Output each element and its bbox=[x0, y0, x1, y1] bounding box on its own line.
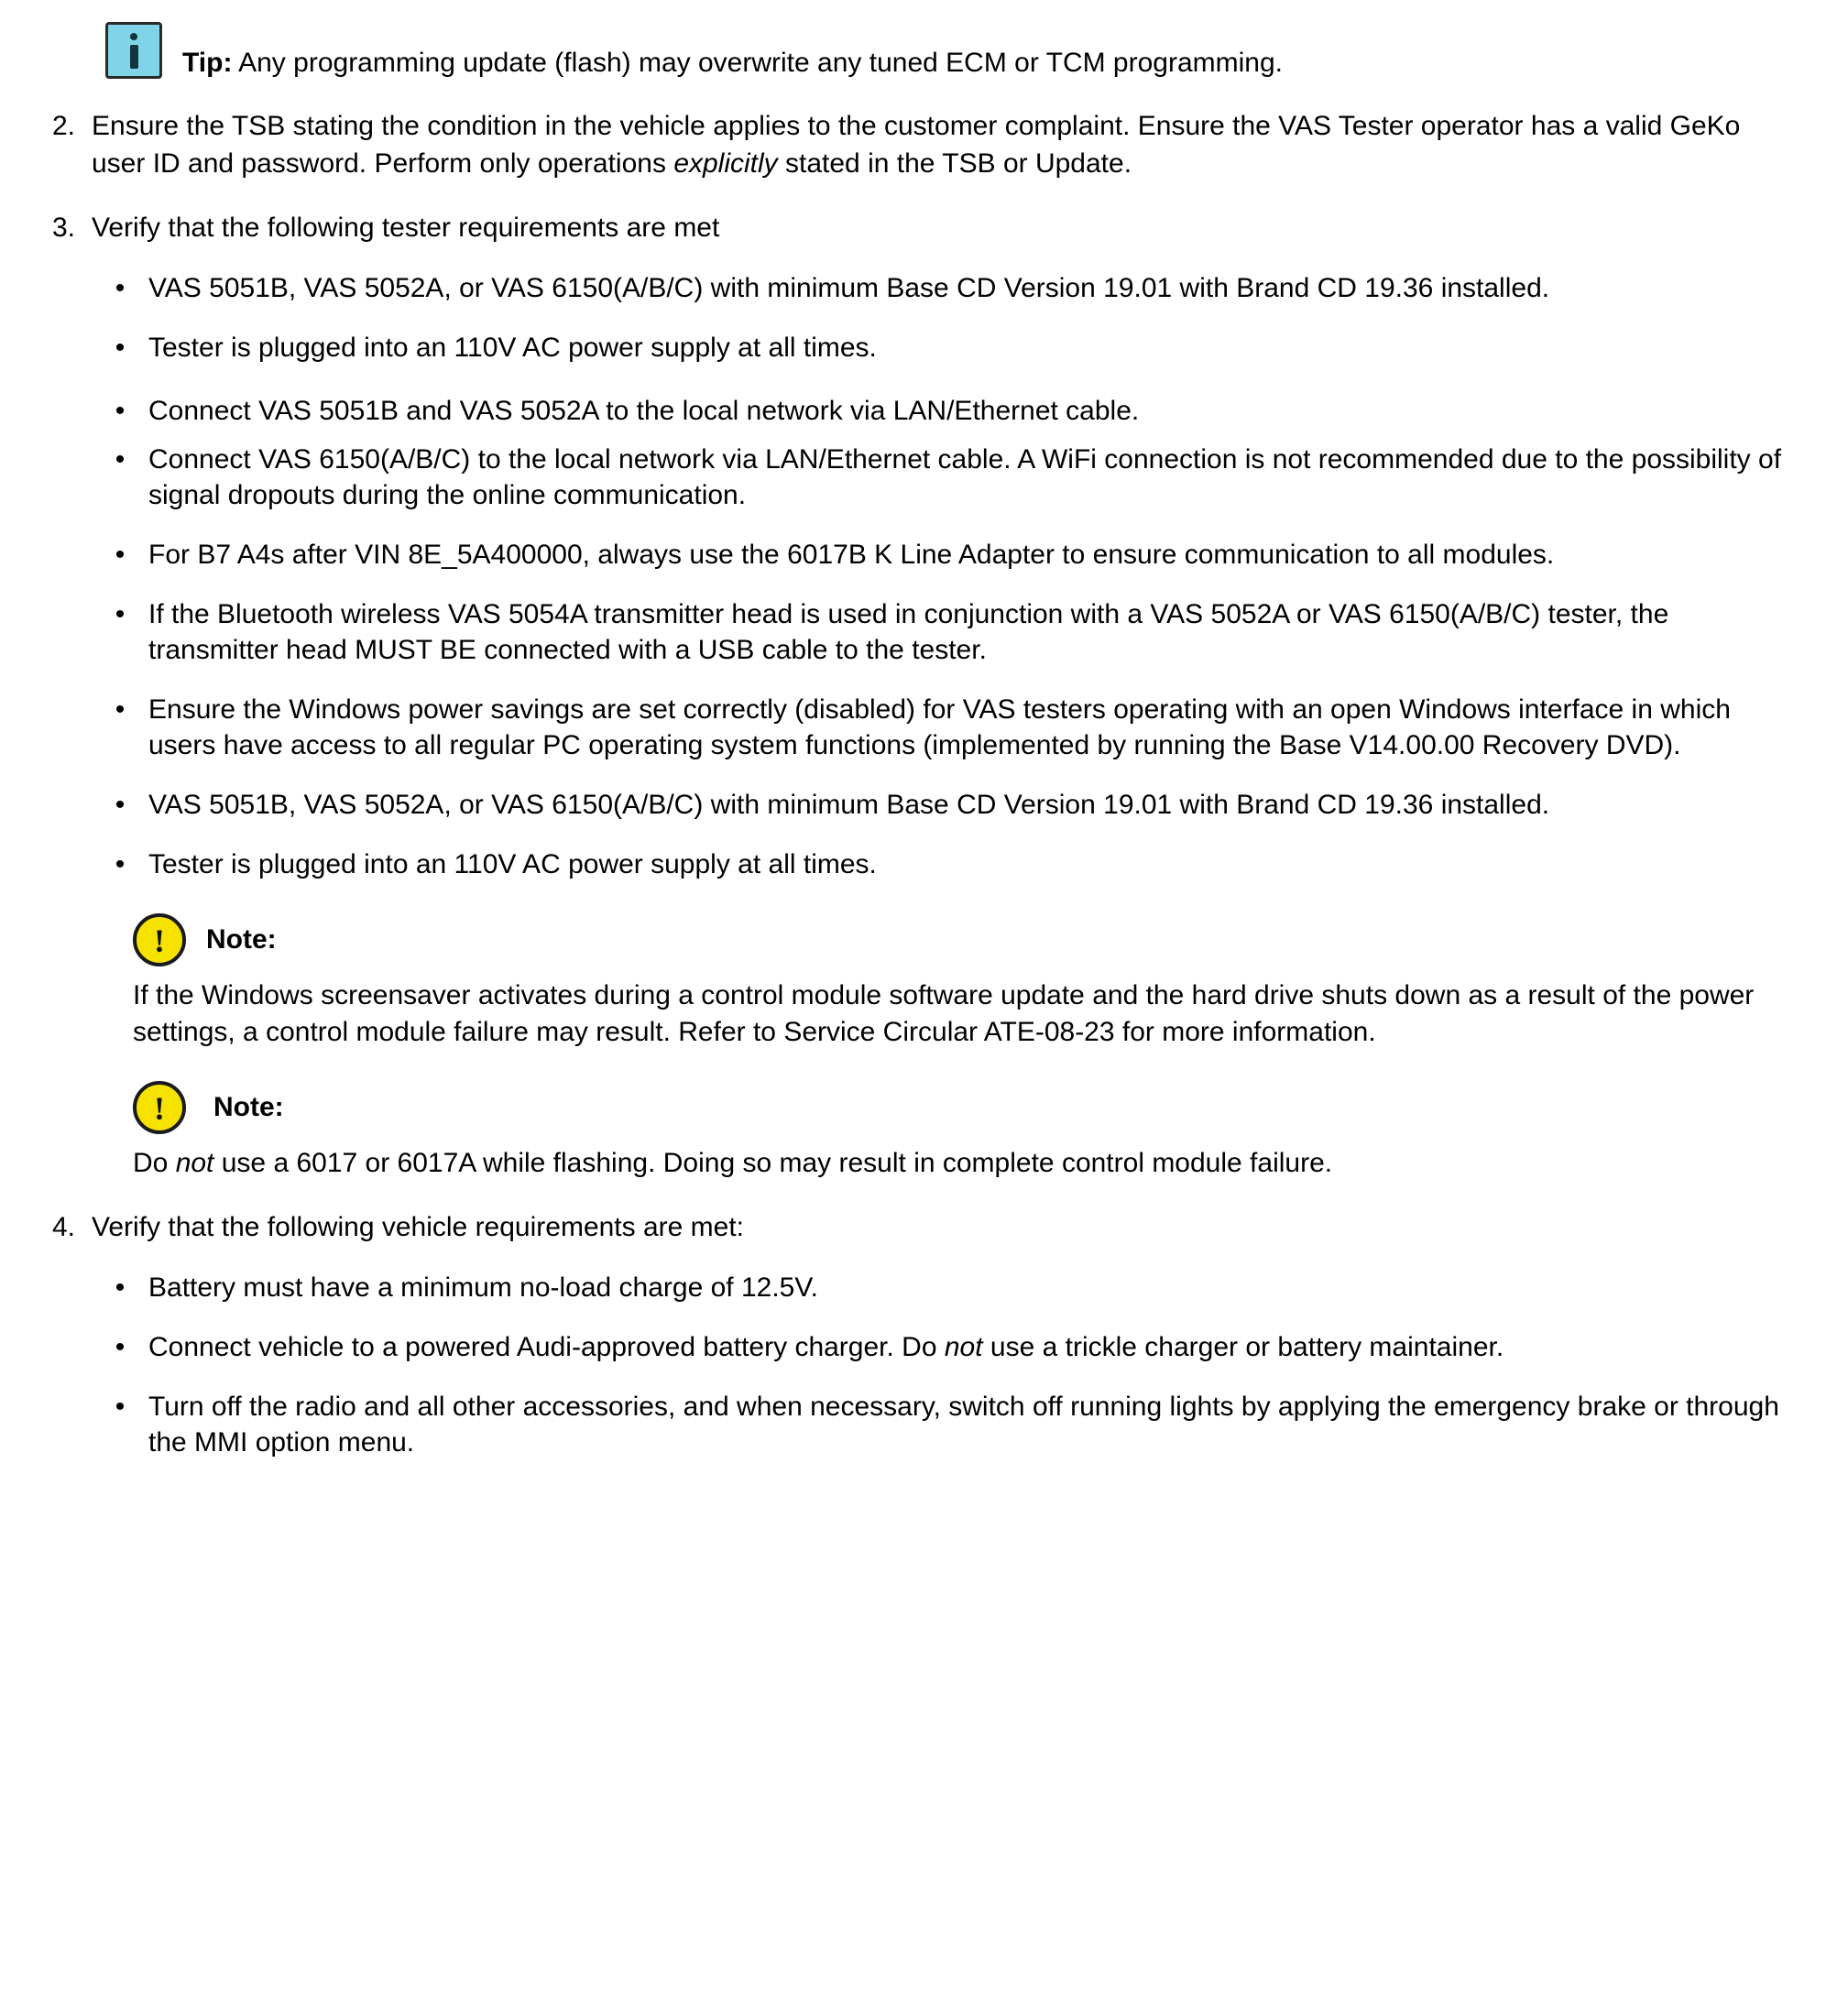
list-item-text: If the Bluetooth wireless VAS 5054A transmitter head is used in conjunction with a VAS 5052A or VAS 6150(A/B/C) tester, the transmitter head MUST BE connected with a USB cable to the tester. bbox=[148, 598, 1669, 665]
note-body bbox=[133, 1145, 1782, 1182]
list-item bbox=[37, 1329, 1811, 1365]
list-item bbox=[37, 846, 1811, 882]
note-header bbox=[133, 913, 1811, 966]
tip-block bbox=[105, 22, 1811, 81]
bullet-icon: • bbox=[115, 1331, 126, 1362]
bullet-icon: • bbox=[115, 332, 126, 363]
bullet-icon: • bbox=[115, 693, 126, 725]
info-icon-dot bbox=[130, 33, 137, 40]
item-number: 2. bbox=[51, 111, 75, 142]
list-item-text: For B7 A4s after VIN 8E_5A400000, always use the 6017B K Line Adapter to ensure communication to all modules. bbox=[148, 539, 1555, 570]
item-text-part: Ensure the TSB stating the condition in the vehicle applies to the customer complaint. Ensure the VAS Tester operator has a valid GeKo user ID and password. Perform only operations bbox=[92, 111, 1741, 179]
bullet-icon: • bbox=[115, 272, 126, 303]
note-body-emphasis: not bbox=[175, 1148, 214, 1179]
list-item-text-emphasis: not bbox=[944, 1331, 983, 1362]
warning-icon bbox=[133, 1081, 186, 1134]
list-item bbox=[37, 537, 1811, 573]
list-item-text: VAS 5051B, VAS 5052A, or VAS 6150(A/B/C) with minimum Base CD Version 19.01 with Brand CD 19.36 installed. bbox=[148, 272, 1550, 303]
bullet-icon: • bbox=[115, 1272, 126, 1303]
bullet-icon: • bbox=[115, 395, 126, 426]
list-item-text: Tester is plugged into an 110V AC power supply at all times. bbox=[148, 848, 877, 879]
vehicle-requirements-list bbox=[37, 1270, 1811, 1460]
list-item bbox=[37, 1389, 1811, 1460]
tip-text bbox=[162, 22, 1283, 81]
item-text: Verify that the following vehicle requirements are met: bbox=[92, 1211, 745, 1242]
item-number: 4. bbox=[51, 1211, 75, 1242]
note-block-1 bbox=[133, 913, 1811, 1050]
note-label: Note: bbox=[213, 1092, 284, 1123]
item-text-part: stated in the TSB or Update. bbox=[777, 147, 1132, 179]
list-item-text: Battery must have a minimum no-load charge of 12.5V. bbox=[148, 1272, 818, 1303]
note-body-part: use a 6017 or 6017A while flashing. Doing so may result in complete control module failure. bbox=[213, 1148, 1333, 1179]
bullet-icon: • bbox=[115, 1391, 126, 1422]
list-item bbox=[37, 1270, 1811, 1305]
list-item-text-part: Connect vehicle to a powered Audi-approved battery charger. Do bbox=[148, 1331, 945, 1362]
list-item bbox=[37, 442, 1811, 513]
tester-requirements-list bbox=[37, 270, 1811, 882]
warning-icon-mark: ! bbox=[154, 922, 165, 959]
list-item bbox=[37, 393, 1811, 429]
list-item-text: Tester is plugged into an 110V AC power supply at all times. bbox=[148, 332, 877, 363]
item-text: Verify that the following tester requirements are met bbox=[92, 212, 720, 243]
list-item-text: Connect VAS 5051B and VAS 5052A to the local network via LAN/Ethernet cable. bbox=[148, 395, 1140, 426]
info-icon bbox=[105, 22, 162, 79]
list-item bbox=[37, 692, 1811, 763]
list-item-text: Connect VAS 6150(A/B/C) to the local network via LAN/Ethernet cable. A WiFi connection is not recommended due to the possibility of signal dropouts during the online communication. bbox=[148, 443, 1782, 510]
list-item bbox=[37, 596, 1811, 668]
tip-label: Tip: bbox=[182, 48, 233, 78]
note-header bbox=[133, 1081, 1811, 1134]
list-item bbox=[37, 787, 1811, 823]
numbered-item-4 bbox=[37, 1209, 1811, 1246]
list-item-text-part: use a trickle charger or battery maintainer. bbox=[982, 1331, 1504, 1362]
bullet-icon: • bbox=[115, 539, 126, 570]
item-number: 3. bbox=[51, 212, 75, 243]
list-item bbox=[37, 270, 1811, 306]
bullet-icon: • bbox=[115, 443, 126, 475]
list-item-text bbox=[148, 1329, 1504, 1365]
note-block-2 bbox=[133, 1081, 1811, 1182]
numbered-item-3 bbox=[37, 210, 1811, 246]
bullet-icon: • bbox=[115, 848, 126, 879]
list-item bbox=[37, 330, 1811, 366]
list-item-text: VAS 5051B, VAS 5052A, or VAS 6150(A/B/C) with minimum Base CD Version 19.01 with Brand CD 19.36 installed. bbox=[148, 789, 1550, 820]
numbered-item-2 bbox=[37, 108, 1811, 181]
note-body: If the Windows screensaver activates during a control module software update and the hard drive shuts down as a result of the power settings, a control module failure may result. Refer to Service Circular ATE-08-23 for more information. bbox=[133, 979, 1755, 1047]
item-text-emphasis: explicitly bbox=[673, 147, 778, 179]
tip-body: Any programming update (flash) may overwrite any tuned ECM or TCM programming. bbox=[232, 48, 1283, 78]
warning-icon bbox=[133, 913, 186, 966]
warning-icon-mark: ! bbox=[154, 1090, 165, 1128]
list-item-text: Turn off the radio and all other accessories, and when necessary, switch off running lights by applying the emergency brake or through the MMI option menu. bbox=[148, 1391, 1779, 1458]
bullet-icon: • bbox=[115, 789, 126, 820]
note-body-part: Do bbox=[133, 1148, 176, 1179]
list-item-text: Ensure the Windows power savings are set correctly (disabled) for VAS testers operating with an open Windows interface in which users have access to all regular PC operating system functions (implemented by running the Base V14.00.00 Recovery DVD). bbox=[148, 693, 1731, 760]
info-icon-stem bbox=[130, 45, 138, 69]
bullet-icon: • bbox=[115, 598, 126, 629]
note-label: Note: bbox=[206, 923, 277, 955]
item-text bbox=[92, 108, 1796, 181]
